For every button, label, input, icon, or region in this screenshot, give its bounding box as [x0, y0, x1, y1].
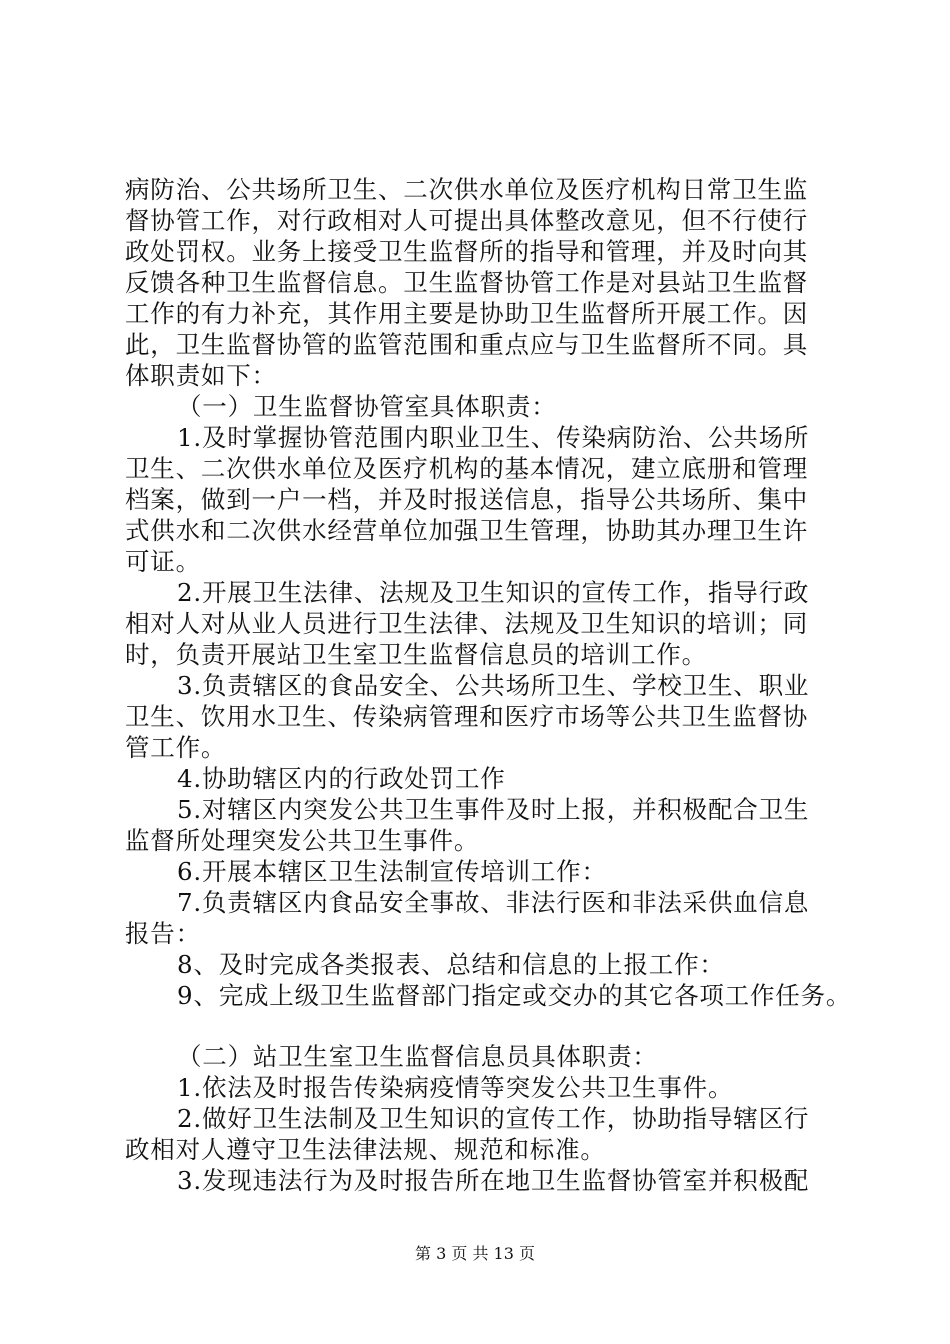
- text-line: 此，卫生监督协管的监管范围和重点应与卫生监督所不同。具: [125, 330, 809, 359]
- text-line: 9、完成上级卫生监督部门指定或交办的其它各项工作任务。: [177, 981, 852, 1010]
- text-line: 管工作。: [125, 733, 227, 762]
- body-text: [125, 174, 852, 1196]
- section-heading: （二）站卫生室卫生监督信息员具体职责：: [177, 1042, 658, 1071]
- text-line: 病防治、公共场所卫生、二次供水单位及医疗机构日常卫生监: [125, 175, 809, 204]
- text-line: 1.及时掌握协管范围内职业卫生、传染病防治、公共场所: [177, 423, 810, 452]
- page-number: 第 3 页 共 13 页: [415, 1244, 535, 1263]
- text-line: 3.发现违法行为及时报告所在地卫生监督协管室并积极配: [177, 1166, 810, 1195]
- text-line: 7.负责辖区内食品安全事故、非法行医和非法采供血信息: [177, 888, 810, 917]
- text-line: 可证。: [125, 547, 201, 576]
- text-line: 报告：: [125, 919, 201, 948]
- text-line: 卫生、饮用水卫生、传染病管理和医疗市场等公共卫生监督协: [125, 702, 809, 731]
- text-line: 5.对辖区内突发公共卫生事件及时上报，并积极配合卫生: [177, 795, 810, 824]
- text-line: 督协管工作，对行政相对人可提出具体整改意见，但不行使行: [125, 206, 809, 235]
- text-line: 式供水和二次供水经营单位加强卫生管理，协助其办理卫生许: [125, 516, 809, 545]
- text-line: 8、及时完成各类报表、总结和信息的上报工作：: [177, 950, 725, 979]
- text-line: 6.开展本辖区卫生法制宣传培训工作：: [177, 857, 607, 886]
- text-line: 反馈各种卫生监督信息。卫生监督协管工作是对县站卫生监督: [125, 268, 809, 297]
- text-line: 档案，做到一户一档，并及时报送信息，指导公共场所、集中: [125, 485, 809, 514]
- text-line: 2.开展卫生法律、法规及卫生知识的宣传工作，指导行政: [177, 578, 810, 607]
- text-line: 相对人对从业人员进行卫生法律、法规及卫生知识的培训；同: [125, 609, 809, 638]
- text-line: 4.协助辖区内的行政处罚工作: [177, 764, 506, 793]
- blank-line: [125, 1011, 845, 1041]
- text-line: 3.负责辖区的食品安全、公共场所卫生、学校卫生、职业: [177, 671, 810, 700]
- text-line: 2.做好卫生法制及卫生知识的宣传工作，协助指导辖区行: [177, 1104, 810, 1133]
- text-line: 监督所处理突发公共卫生事件。: [125, 826, 480, 855]
- text-line: 体职责如下：: [125, 361, 277, 390]
- text-line: 工作的有力补充，其作用主要是协助卫生监督所开展工作。因: [125, 299, 809, 328]
- text-line: 卫生、二次供水单位及医疗机构的基本情况，建立底册和管理: [125, 454, 809, 483]
- text-line: 1.依法及时报告传染病疫情等突发公共卫生事件。: [177, 1073, 734, 1102]
- section-heading: （一）卫生监督协管室具体职责：: [177, 392, 557, 421]
- text-line: 政相对人遵守卫生法律法规、规范和标准。: [125, 1135, 606, 1164]
- text-line: 时，负责开展站卫生室卫生监督信息员的培训工作。: [125, 640, 707, 669]
- text-line: 政处罚权。业务上接受卫生监督所的指导和管理，并及时向其: [125, 237, 809, 266]
